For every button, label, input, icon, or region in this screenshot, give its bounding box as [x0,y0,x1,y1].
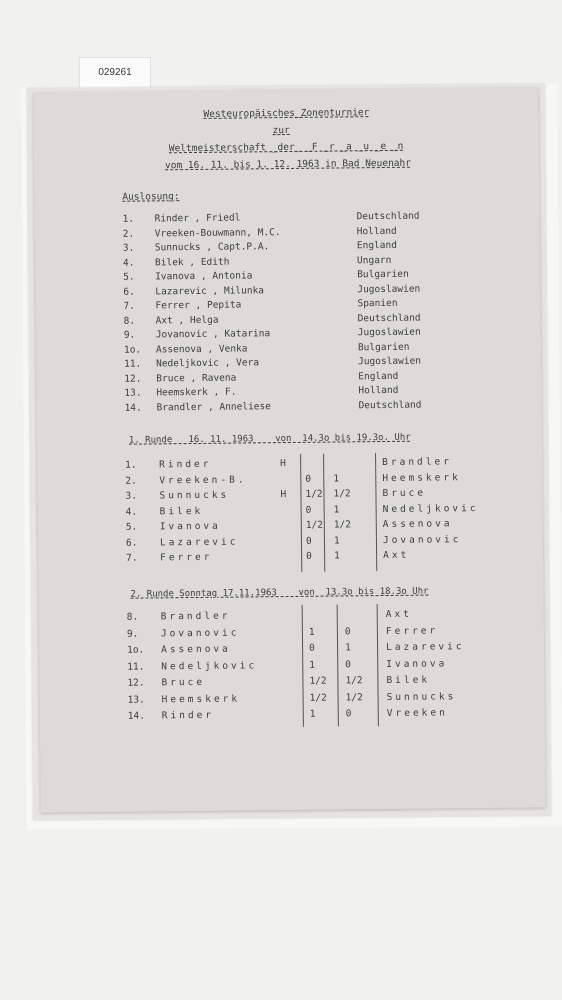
round1-black-player: Heemskerk [382,471,461,484]
player-country: England [358,370,399,382]
player-name: Heemskerk , F. [156,386,237,399]
round1-score-white: 0 [305,535,312,547]
round2-score-white: 1 [309,659,316,671]
round2-board-number: 8. [126,611,139,623]
title-line-1: Westeuropäisches_Zonenturnier [203,107,370,120]
round2-score-black: 1/2 [345,675,363,687]
document-sheet [33,87,546,812]
round2-black-player: Sunnucks [386,690,457,703]
round2-board-number: 14. [127,710,146,722]
player-country: Jugoslawien [358,355,422,368]
round1-home-mark: H [280,458,286,470]
player-country: Ungarn [356,254,392,266]
player-name: Brandler , Anneliese [156,400,271,413]
round2-board-number: 12. [127,677,145,689]
round2-score-white: 0 [309,642,315,654]
round2-score-black: 0 [344,625,351,637]
player-country: Holland [358,384,399,397]
round1-board-number: 6. [125,537,138,549]
player-name: Bruce , Ravena [156,372,237,384]
player-number: 4. [122,257,135,269]
player-name: Ivanova , Antonia [155,270,253,283]
player-name: Assenova , Venka [155,342,248,355]
round1-white-player: Sunnucks [159,489,230,502]
player-number: 1o. [123,344,142,356]
round1-white-player: Lazarevic [159,536,239,548]
player-number: 11. [124,358,142,370]
player-number: 13. [124,387,142,399]
player-number: 6. [123,286,135,298]
player-name: Sunnucks , Capt.P.A. [154,241,270,254]
player-country: Holland [356,225,397,237]
player-country: England [356,239,397,252]
round2-score-black: 1 [345,642,351,654]
round2-header: 2. Runde Sonntag 17.11.1963 von 13.3o bis 18.3o Uhr [130,586,429,600]
player-country: Bulgarien [357,268,409,281]
round1-board-number: 7. [126,552,138,564]
player-name: Lazarevic , Milunka [155,284,265,297]
round1-board-number: 4. [125,506,138,518]
player-number: 14. [124,402,142,414]
round1-black-player: Axt [383,549,410,562]
round2-white-player: Assenova [161,643,231,656]
player-number: 8. [123,315,136,327]
round2-white-player: Heemskerk [161,693,241,705]
round1-score-black: 1 [333,503,340,516]
round2-score-black: 1/2 [345,691,363,703]
round1-score-white: 0 [305,504,312,516]
player-name: Vreeken-Bouwmann, M.C. [154,226,281,239]
round2-board-number: 1o. [127,644,145,656]
player-country: Deutschland [358,399,422,411]
player-country: Jugoslawien [357,283,421,295]
round1-white-player: Rinder [159,458,212,471]
round1-score-white: 0 [305,473,312,485]
round2-black-player: Ivanova [386,657,448,670]
round1-board-number: 3. [125,490,137,502]
round2-score-white: 1/2 [309,675,327,687]
round1-score-black: 1 [333,534,340,547]
round1-home-mark: H [280,489,287,501]
round2-score-white: 1/2 [309,692,327,704]
round1-score-white: 1/2 [305,519,324,531]
round1-black-player: Bruce [382,487,427,500]
round2-white-player: Nedeljkovic [161,659,258,672]
round1-score-black: 1 [334,550,340,562]
round2-score-white: 1 [308,626,315,638]
title-line-2: zur [272,124,290,137]
round2-board-number: 13. [127,694,145,706]
player-number: 12. [124,373,142,385]
round2-score-white: 1 [309,708,316,720]
player-number: 5. [123,271,135,283]
round1-col-line-1 [300,454,302,572]
player-number: 9. [123,329,136,341]
round1-white-player: Ferrer [160,551,213,564]
round2-white-player: Jovanovic [160,627,240,639]
player-name: Nedeljkovic , Vera [156,357,260,370]
round1-board-number: 2. [125,475,137,487]
title-line-4: vom 16. 11. bis 1. 12. 1963 in Bad Neuenahr [164,157,412,172]
player-country: Spanien [357,297,398,310]
round1-white-player: Ivanova [159,520,221,533]
round1-col-line-2 [323,454,325,572]
round2-score-black: 0 [345,708,352,720]
round2-white-player: Brandler [160,610,231,623]
round1-score-white: 0 [306,550,312,562]
player-name: Bilek , Edith [154,256,230,268]
player-country: Jugoslawien [357,326,421,339]
round1-score-black: 1 [333,472,340,485]
player-name: Ferrer , Pepita [155,299,242,312]
round1-score-black: 1/2 [333,519,352,531]
round2-black-player: Lazarevic [386,641,465,653]
round2-black-player: Ferrer [385,624,439,637]
round2-board-number: 9. [126,628,139,640]
player-number: 1. [122,213,135,225]
player-number: 3. [122,242,135,254]
round2-score-black: 0 [345,658,352,670]
player-name: Axt , Helga [155,314,219,326]
round2-col-line-3 [377,604,379,726]
round1-header: 1. Runde 16. 11. 1963 von 14.3o bis 19.3o. Uhr [128,432,411,446]
player-number: 7. [123,300,135,312]
round2-board-number: 11. [127,661,145,673]
round1-black-player: Jovanovic [382,533,462,546]
round2-white-player: Bruce [161,676,206,689]
round2-white-player: Rinder [161,709,215,722]
round1-col-line-3 [375,453,377,571]
auslosung-heading: Auslosung: [122,191,180,203]
catalog-label: 029261 [79,57,151,89]
player-country: Deutschland [357,312,421,324]
title-line-3: Weltmeisterschaft _der_ _F _r _a _u _e _n [168,140,404,155]
round1-black-player: Assenova [382,518,453,531]
round1-black-player: Brandler [382,456,452,469]
player-number: 2. [122,228,135,240]
round1-score-black: 1/2 [333,488,351,500]
round2-col-line-1 [302,605,304,727]
player-country: Bulgarien [357,341,410,353]
round2-black-player: Vreeken [386,707,448,719]
round1-board-number: 1. [125,459,137,471]
player-name: Jovanovic , Katarina [155,328,271,341]
round1-black-player: Nedeljkovic [382,502,479,515]
round1-white-player: Bilek [159,505,204,517]
round2-black-player: Bilek [386,674,431,686]
round1-white-player: Vreeken-B. [159,473,247,486]
player-country: Deutschland [356,210,420,223]
player-name: Rinder , Friedl [154,212,241,225]
round2-col-line-2 [337,605,339,727]
round1-score-white: 1/2 [305,488,323,500]
round1-board-number: 5. [125,521,138,533]
round2-black-player: Axt [385,608,412,621]
